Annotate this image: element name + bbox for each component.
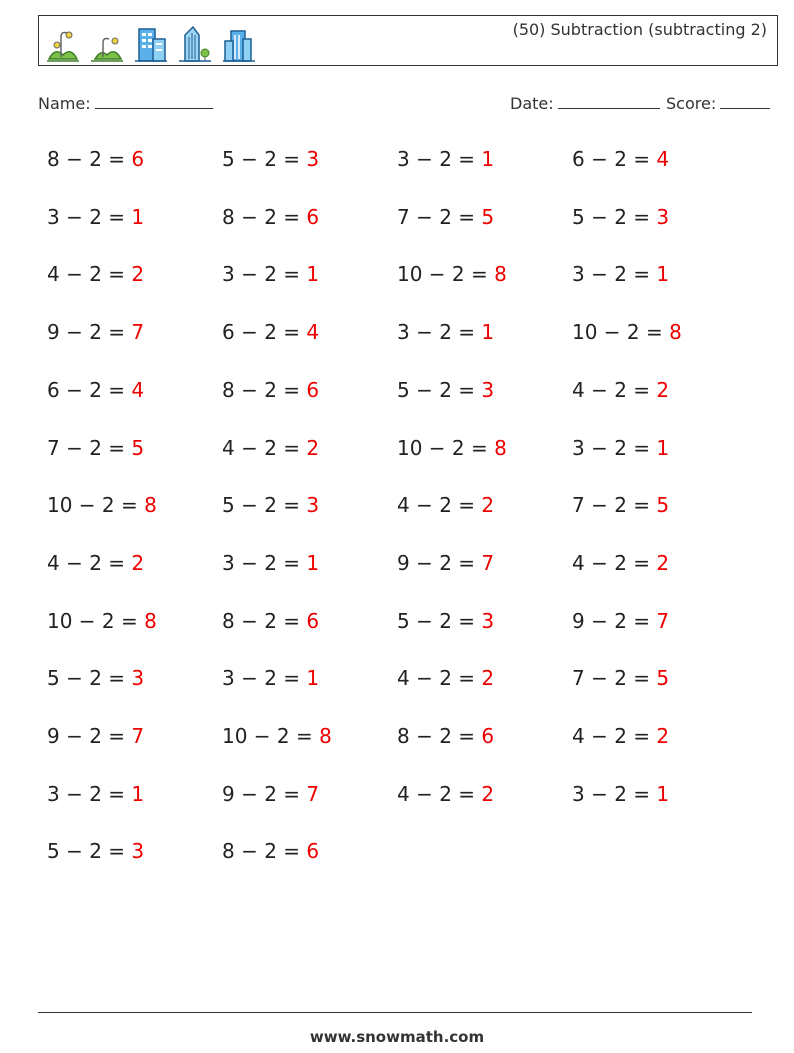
problem-item [222, 724, 332, 748]
name-field [38, 92, 213, 113]
problem-answer: 8 [669, 320, 682, 345]
problem-question: 9 − 2 = [572, 608, 657, 633]
problem-question: 5 − 2 = [397, 608, 482, 633]
problem-answer: 5 [131, 435, 145, 460]
problem-answer: 1 [481, 320, 495, 345]
problem-question: 10 − 2 = [222, 724, 320, 748]
problem-answer: 3 [306, 493, 320, 518]
problem-answer: 1 [656, 262, 670, 287]
problem-question: 3 − 2 = [222, 550, 307, 575]
problem-item [397, 666, 494, 690]
problem-answer: 4 [306, 320, 320, 345]
problem-question: 5 − 2 = [222, 147, 307, 171]
problem-item [47, 609, 157, 633]
problem-answer: 2 [481, 493, 495, 518]
problem-answer: 6 [481, 724, 495, 748]
problem-item [222, 378, 319, 402]
problem-answer: 7 [131, 724, 145, 748]
problem-answer: 1 [656, 781, 670, 806]
problem-item [572, 782, 669, 806]
problem-question: 3 − 2 = [572, 781, 657, 806]
problem-answer: 7 [481, 550, 495, 575]
problem-answer: 1 [306, 550, 320, 575]
building-icon [221, 25, 257, 65]
building-icon [133, 25, 169, 65]
problem-question: 10 − 2 = [47, 493, 145, 518]
problem-question: 3 − 2 = [397, 147, 482, 171]
problem-question: 7 − 2 = [572, 666, 657, 691]
problem-answer: 3 [481, 377, 495, 402]
problem-item [397, 147, 494, 171]
problem-item [572, 551, 669, 575]
problem-question: 3 − 2 = [572, 435, 657, 460]
problem-question: 9 − 2 = [222, 781, 307, 806]
problem-question: 7 − 2 = [572, 493, 657, 518]
problem-answer: 8 [494, 435, 507, 460]
problem-question: 4 − 2 = [397, 666, 482, 691]
problem-question: 8 − 2 = [47, 147, 132, 171]
problem-answer: 8 [494, 262, 507, 287]
problem-item [397, 551, 494, 575]
problem-item [397, 378, 494, 402]
problem-answer: 6 [131, 147, 145, 171]
problem-question: 10 − 2 = [572, 320, 670, 345]
problem-answer: 3 [131, 839, 145, 864]
problem-item [397, 205, 494, 229]
problem-answer: 2 [131, 550, 145, 575]
problem-item [572, 724, 669, 748]
problem-question: 3 − 2 = [222, 262, 307, 287]
problem-question: 8 − 2 = [222, 377, 307, 402]
problem-answer: 2 [656, 550, 670, 575]
problem-question: 5 − 2 = [47, 666, 132, 691]
tower-icon [177, 25, 213, 65]
problem-item [47, 205, 144, 229]
problem-answer: 2 [656, 377, 670, 402]
problem-answer: 5 [481, 204, 495, 229]
tree-icon [89, 25, 125, 65]
problem-answer: 6 [306, 204, 320, 229]
problem-question: 7 − 2 = [47, 435, 132, 460]
problem-item [222, 205, 319, 229]
problem-item [47, 666, 144, 690]
problem-question: 4 − 2 = [397, 781, 482, 806]
problem-question: 6 − 2 = [47, 377, 132, 402]
problem-item [222, 320, 319, 344]
problem-item [222, 262, 319, 286]
problem-answer: 2 [481, 666, 495, 691]
problem-item [397, 609, 494, 633]
problem-item [397, 493, 494, 517]
problem-item [222, 551, 319, 575]
problem-item [47, 378, 144, 402]
problem-question: 4 − 2 = [572, 724, 657, 748]
problem-answer: 4 [656, 147, 670, 171]
problem-answer: 8 [144, 608, 157, 633]
problem-question: 3 − 2 = [47, 204, 132, 229]
problem-question: 4 − 2 = [222, 435, 307, 460]
problem-answer: 1 [131, 204, 145, 229]
problem-item [397, 262, 507, 286]
problem-item [47, 839, 144, 863]
problem-question: 10 − 2 = [397, 435, 495, 460]
problem-answer: 7 [131, 320, 145, 345]
problem-item [572, 436, 669, 460]
problem-question: 10 − 2 = [47, 608, 145, 633]
problem-question: 8 − 2 = [397, 724, 482, 748]
problem-question: 10 − 2 = [397, 262, 495, 287]
problem-item [222, 666, 319, 690]
footer-divider [38, 1012, 752, 1013]
problem-item [572, 147, 669, 171]
worksheet-title: (50) Subtraction (subtracting 2) [512, 20, 767, 39]
problem-answer: 6 [306, 608, 320, 633]
name-blank [95, 92, 213, 109]
footer-url: www.snowmath.com [309, 1028, 485, 1046]
problem-question: 3 − 2 = [222, 666, 307, 691]
problem-question: 8 − 2 = [222, 204, 307, 229]
problem-question: 9 − 2 = [47, 724, 132, 748]
date-blank [558, 92, 660, 109]
problem-answer: 2 [656, 724, 670, 748]
problem-item [397, 436, 507, 460]
worksheet-header [38, 15, 778, 66]
score-label: Score: [666, 94, 717, 113]
problem-answer: 4 [131, 377, 145, 402]
problem-question: 9 − 2 = [397, 550, 482, 575]
problem-question: 5 − 2 = [222, 493, 307, 518]
problem-answer: 6 [306, 839, 320, 864]
problem-item [572, 320, 682, 344]
name-label: Name: [38, 94, 91, 113]
problem-question: 5 − 2 = [572, 204, 657, 229]
problem-item [572, 493, 669, 517]
problem-question: 6 − 2 = [572, 147, 657, 171]
problem-question: 4 − 2 = [47, 262, 132, 287]
problem-item [222, 493, 319, 517]
problem-item [572, 666, 669, 690]
score-blank [720, 92, 770, 109]
problem-answer: 1 [306, 262, 320, 287]
problem-question: 5 − 2 = [397, 377, 482, 402]
problem-question: 8 − 2 = [222, 839, 307, 864]
problem-question: 5 − 2 = [47, 839, 132, 864]
tree-icon [45, 25, 81, 65]
problem-item [222, 839, 319, 863]
problem-item [397, 320, 494, 344]
problem-answer: 5 [656, 666, 670, 691]
problem-answer: 3 [656, 204, 670, 229]
problem-item [572, 378, 669, 402]
date-field [510, 92, 660, 113]
problem-question: 4 − 2 = [47, 550, 132, 575]
problem-item [222, 147, 319, 171]
problem-item [47, 147, 144, 171]
problem-answer: 1 [481, 147, 495, 171]
problem-item [47, 551, 144, 575]
problem-answer: 3 [131, 666, 145, 691]
problem-answer: 5 [656, 493, 670, 518]
problem-item [397, 782, 494, 806]
problem-item [572, 205, 669, 229]
problem-item [222, 782, 319, 806]
problem-item [572, 262, 669, 286]
problem-item [47, 436, 144, 460]
problem-item [47, 493, 157, 517]
problem-question: 4 − 2 = [572, 377, 657, 402]
problem-question: 9 − 2 = [47, 320, 132, 345]
problem-answer: 7 [306, 781, 320, 806]
problem-item [397, 724, 494, 748]
problem-question: 8 − 2 = [222, 608, 307, 633]
problem-question: 7 − 2 = [397, 204, 482, 229]
problem-question: 3 − 2 = [47, 781, 132, 806]
header-icons [45, 21, 257, 65]
problem-answer: 8 [144, 493, 157, 518]
problem-answer: 2 [131, 262, 145, 287]
problem-item [47, 262, 144, 286]
problem-answer: 1 [656, 435, 670, 460]
problem-answer: 6 [306, 377, 320, 402]
problem-item [47, 320, 144, 344]
problem-answer: 3 [481, 608, 495, 633]
problem-answer: 7 [656, 608, 670, 633]
problem-item [47, 724, 144, 748]
problem-question: 6 − 2 = [222, 320, 307, 345]
score-field [666, 92, 770, 113]
problem-question: 3 − 2 = [572, 262, 657, 287]
problem-answer: 2 [306, 435, 320, 460]
problem-item [222, 436, 319, 460]
problem-item [572, 609, 669, 633]
date-label: Date: [510, 94, 554, 113]
problem-question: 3 − 2 = [397, 320, 482, 345]
problem-answer: 3 [306, 147, 320, 171]
problem-answer: 8 [319, 724, 332, 748]
problem-answer: 1 [131, 781, 145, 806]
problem-answer: 1 [306, 666, 320, 691]
problem-item [222, 609, 319, 633]
problem-answer: 2 [481, 781, 495, 806]
problem-item [47, 782, 144, 806]
problem-question: 4 − 2 = [572, 550, 657, 575]
problem-question: 4 − 2 = [397, 493, 482, 518]
